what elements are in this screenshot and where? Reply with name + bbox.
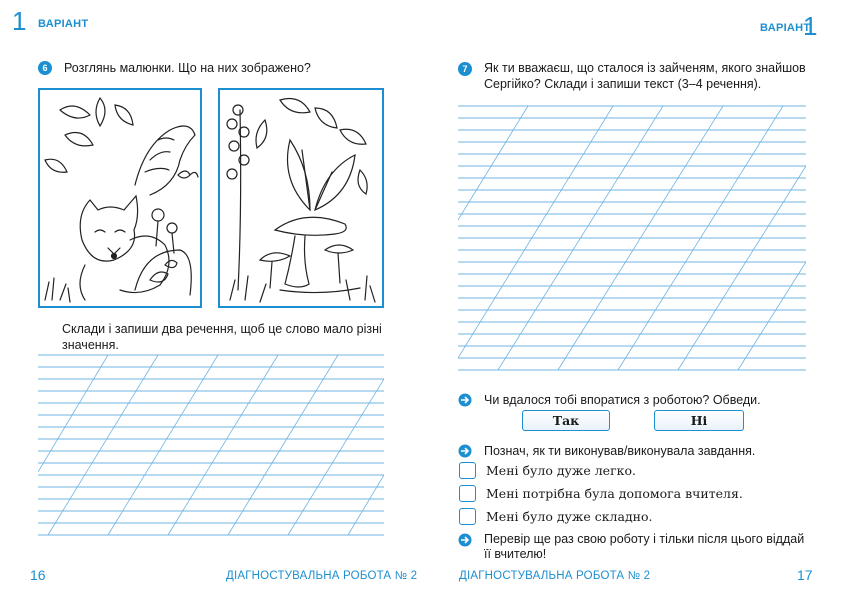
- arrow-right-icon: [458, 444, 474, 458]
- footer-title-right: ДІАГНОСТУВАЛЬНА РОБОТА № 2: [459, 570, 651, 582]
- task-7-prompt-line2: Сергійко? Склади і запиши текст (3–4 речення).: [484, 77, 762, 91]
- no-option-button[interactable]: Ні: [654, 410, 744, 431]
- arrow-right-icon: [458, 533, 474, 547]
- task-6-instruction-line1: Склади і запиши два речення, щоб це слово мало різні: [62, 322, 382, 336]
- variant-label-right: ВАРІАНТ: [760, 22, 811, 34]
- task-6-prompt: Розглянь малюнки. Що на них зображено?: [64, 61, 311, 75]
- task-6-badge: 6: [38, 61, 52, 75]
- option-help-label: Мені потрібна була допомога вчителя.: [486, 486, 743, 501]
- fox-picture: [38, 88, 202, 308]
- final-instruction-line2: її вчителю!: [484, 547, 547, 561]
- page-number-left: 16: [30, 567, 46, 583]
- task-7-badge: 7: [458, 62, 472, 76]
- footer-title-left: ДІАГНОСТУВАЛЬНА РОБОТА № 2: [226, 570, 418, 582]
- task-7-prompt-line1: Як ти вважаєш, що сталося із зайченям, якого знайшов: [484, 61, 806, 75]
- checkbox-needed-help[interactable]: [459, 485, 476, 502]
- mushrooms-illustration-icon: [220, 90, 382, 306]
- self-check-question: Чи вдалося тобі впоратися з роботою? Обведи.: [484, 393, 761, 407]
- checkbox-difficult[interactable]: [459, 508, 476, 525]
- ruled-lines-right: [458, 100, 806, 382]
- variant-label-left: ВАРІАНТ: [38, 18, 89, 30]
- variant-number-left: 1: [12, 6, 27, 36]
- checkbox-easy[interactable]: [459, 462, 476, 479]
- writing-area-left[interactable]: [38, 352, 384, 542]
- mushrooms-picture: [218, 88, 384, 308]
- option-easy-label: Мені було дуже легко.: [486, 463, 636, 478]
- arrow-right-icon: [458, 393, 474, 407]
- variant-number-right: 1: [803, 11, 818, 41]
- mark-prompt: Познач, як ти виконував/виконувала завдання.: [484, 444, 756, 458]
- yes-option-button[interactable]: Так: [522, 410, 610, 431]
- ruled-lines-left: [38, 352, 384, 542]
- page-number-right: 17: [797, 567, 813, 583]
- writing-area-right[interactable]: [458, 100, 806, 382]
- fox-illustration-icon: [40, 90, 200, 306]
- task-6-instruction-line2: значення.: [62, 338, 119, 352]
- final-instruction-line1: Перевір ще раз свою роботу і тільки після цього віддай: [484, 532, 805, 546]
- option-difficult-label: Мені було дуже складно.: [486, 509, 653, 524]
